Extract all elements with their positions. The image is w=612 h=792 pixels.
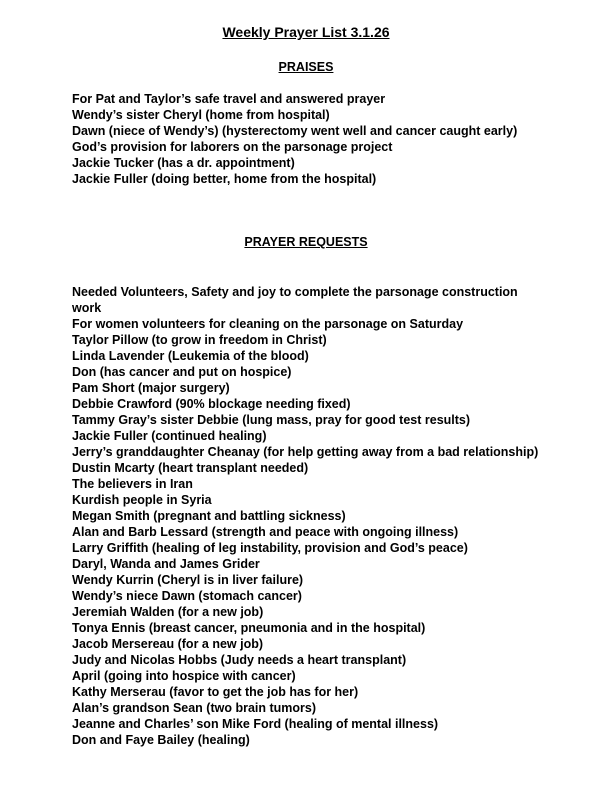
- request-item: Alan’s grandson Sean (two brain tumors): [72, 701, 317, 715]
- request-item: The believers in Iran: [72, 477, 193, 491]
- request-item: Jackie Fuller (continued healing): [72, 429, 267, 443]
- request-item: Jeremiah Walden (for a new job): [72, 605, 264, 619]
- request-item: Judy and Nicolas Hobbs (Judy needs a heart transplant): [72, 653, 407, 667]
- prayer-requests-list: [72, 284, 542, 748]
- praise-item: Jackie Tucker (has a dr. appointment): [72, 156, 295, 170]
- prayer-requests-heading: PRAYER REQUESTS: [244, 235, 368, 249]
- request-item: Alan and Barb Lessard (strength and peace with ongoing illness): [72, 525, 459, 539]
- request-item: Kathy Merserau (favor to get the job has for her): [72, 685, 359, 699]
- request-item: Linda Lavender (Leukemia of the blood): [72, 349, 309, 363]
- request-item: Larry Griffith (healing of leg instability, provision and God’s peace): [72, 541, 468, 555]
- request-item: Don and Faye Bailey (healing): [72, 733, 250, 747]
- request-item: April (going into hospice with cancer): [72, 669, 296, 683]
- praise-item: Wendy’s sister Cheryl (home from hospital): [72, 108, 330, 122]
- request-item: Wendy’s niece Dawn (stomach cancer): [72, 589, 302, 603]
- request-item: Kurdish people in Syria: [72, 493, 212, 507]
- praise-item: Jackie Fuller (doing better, home from the hospital): [72, 172, 377, 186]
- request-item: Pam Short (major surgery): [72, 381, 230, 395]
- praise-item: Dawn (niece of Wendy’s) (hysterectomy went well and cancer caught early): [72, 124, 518, 138]
- request-item: Megan Smith (pregnant and battling sickness): [72, 509, 346, 523]
- request-item: Jeanne and Charles’ son Mike Ford (healing of mental illness): [72, 717, 439, 731]
- praises-list: [72, 91, 542, 187]
- request-item: Jacob Mersereau (for a new job): [72, 637, 264, 651]
- request-item: Tammy Gray’s sister Debbie (lung mass, pray for good test results): [72, 413, 471, 427]
- praises-heading: PRAISES: [278, 60, 334, 74]
- praise-item: For Pat and Taylor’s safe travel and answered prayer: [72, 92, 386, 106]
- praise-item: God’s provision for laborers on the parsonage project: [72, 140, 393, 154]
- request-item: Debbie Crawford (90% blockage needing fixed): [72, 397, 351, 411]
- request-item: Dustin Mcarty (heart transplant needed): [72, 461, 309, 475]
- request-item: For women volunteers for cleaning on the parsonage on Saturday: [72, 317, 464, 331]
- request-item: Taylor Pillow (to grow in freedom in Christ): [72, 333, 327, 347]
- request-item: Don (has cancer and put on hospice): [72, 365, 292, 379]
- request-item: Wendy Kurrin (Cheryl is in liver failure): [72, 573, 304, 587]
- request-item: Daryl, Wanda and James Grider: [72, 557, 260, 571]
- request-item: Jerry’s granddaughter Cheanay (for help getting away from a bad relationship): [72, 445, 539, 459]
- request-item: Needed Volunteers, Safety and joy to complete the parsonage construction work: [72, 285, 518, 315]
- request-item: Tonya Ennis (breast cancer, pneumonia and in the hospital): [72, 621, 426, 635]
- page-title: Weekly Prayer List 3.1.26: [222, 24, 390, 40]
